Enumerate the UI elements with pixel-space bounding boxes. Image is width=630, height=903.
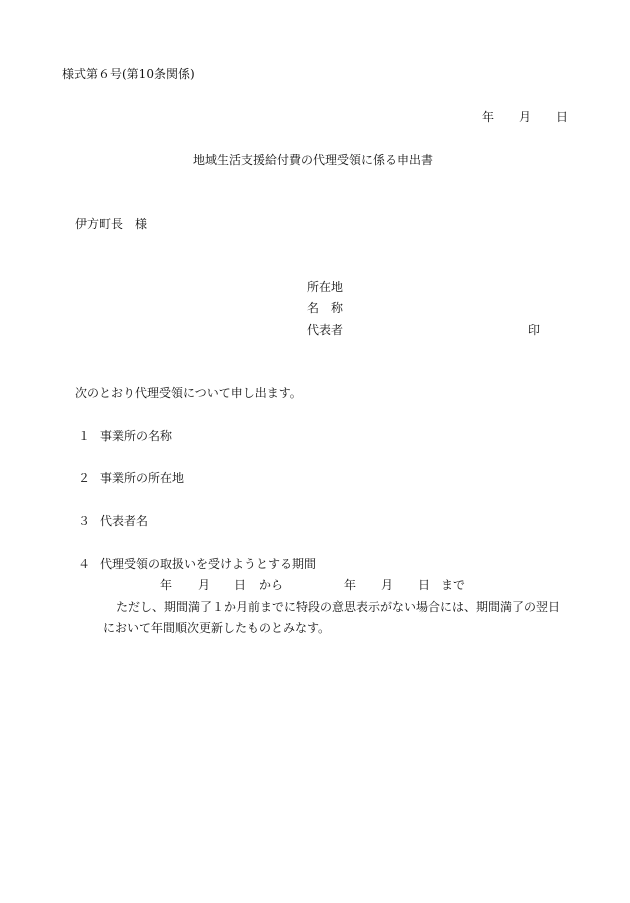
seal-mark: 印 bbox=[528, 323, 541, 337]
period-start-year: 年 bbox=[160, 578, 173, 592]
address-label: 所在地 bbox=[307, 280, 344, 294]
item-number: ４ bbox=[78, 557, 91, 571]
period-start-day: 日 bbox=[234, 578, 247, 592]
item-number: ２ bbox=[78, 471, 91, 485]
document-title: 地域生活支援給付費の代理受領に係る申出書 bbox=[193, 153, 434, 167]
item-label: 代表者名 bbox=[100, 514, 149, 528]
period-start-month: 月 bbox=[198, 578, 211, 592]
date-day-label: 日 bbox=[556, 110, 569, 124]
item-label: 代理受領の取扱いを受けようとする期間 bbox=[100, 557, 317, 571]
proviso-line-2: において年間順次更新したものとみなす。 bbox=[103, 621, 331, 635]
item-number: １ bbox=[78, 429, 91, 443]
item-label: 事業所の所在地 bbox=[100, 471, 185, 485]
representative-label: 代表者 bbox=[307, 323, 344, 337]
period-end-day: 日 bbox=[418, 578, 431, 592]
item-number: ３ bbox=[78, 514, 91, 528]
date-month-label: 月 bbox=[519, 110, 532, 124]
intro-statement: 次のとおり代理受領について申し出ます。 bbox=[75, 386, 302, 400]
form-number: 様式第６号(第10条関係) bbox=[62, 67, 195, 81]
period-end-year: 年 bbox=[344, 578, 357, 592]
proviso-line-1: ただし、期間満了１か月前までに特段の意思表示がない場合には、期間満了の翌日 bbox=[116, 600, 561, 614]
name-label: 名 称 bbox=[307, 301, 344, 315]
period-from: から bbox=[259, 578, 284, 592]
item-label: 事業所の名称 bbox=[100, 429, 173, 443]
period-until: まで bbox=[441, 578, 466, 592]
addressee: 伊方町長 様 bbox=[75, 217, 148, 231]
period-end-month: 月 bbox=[381, 578, 394, 592]
date-year-label: 年 bbox=[482, 110, 495, 124]
